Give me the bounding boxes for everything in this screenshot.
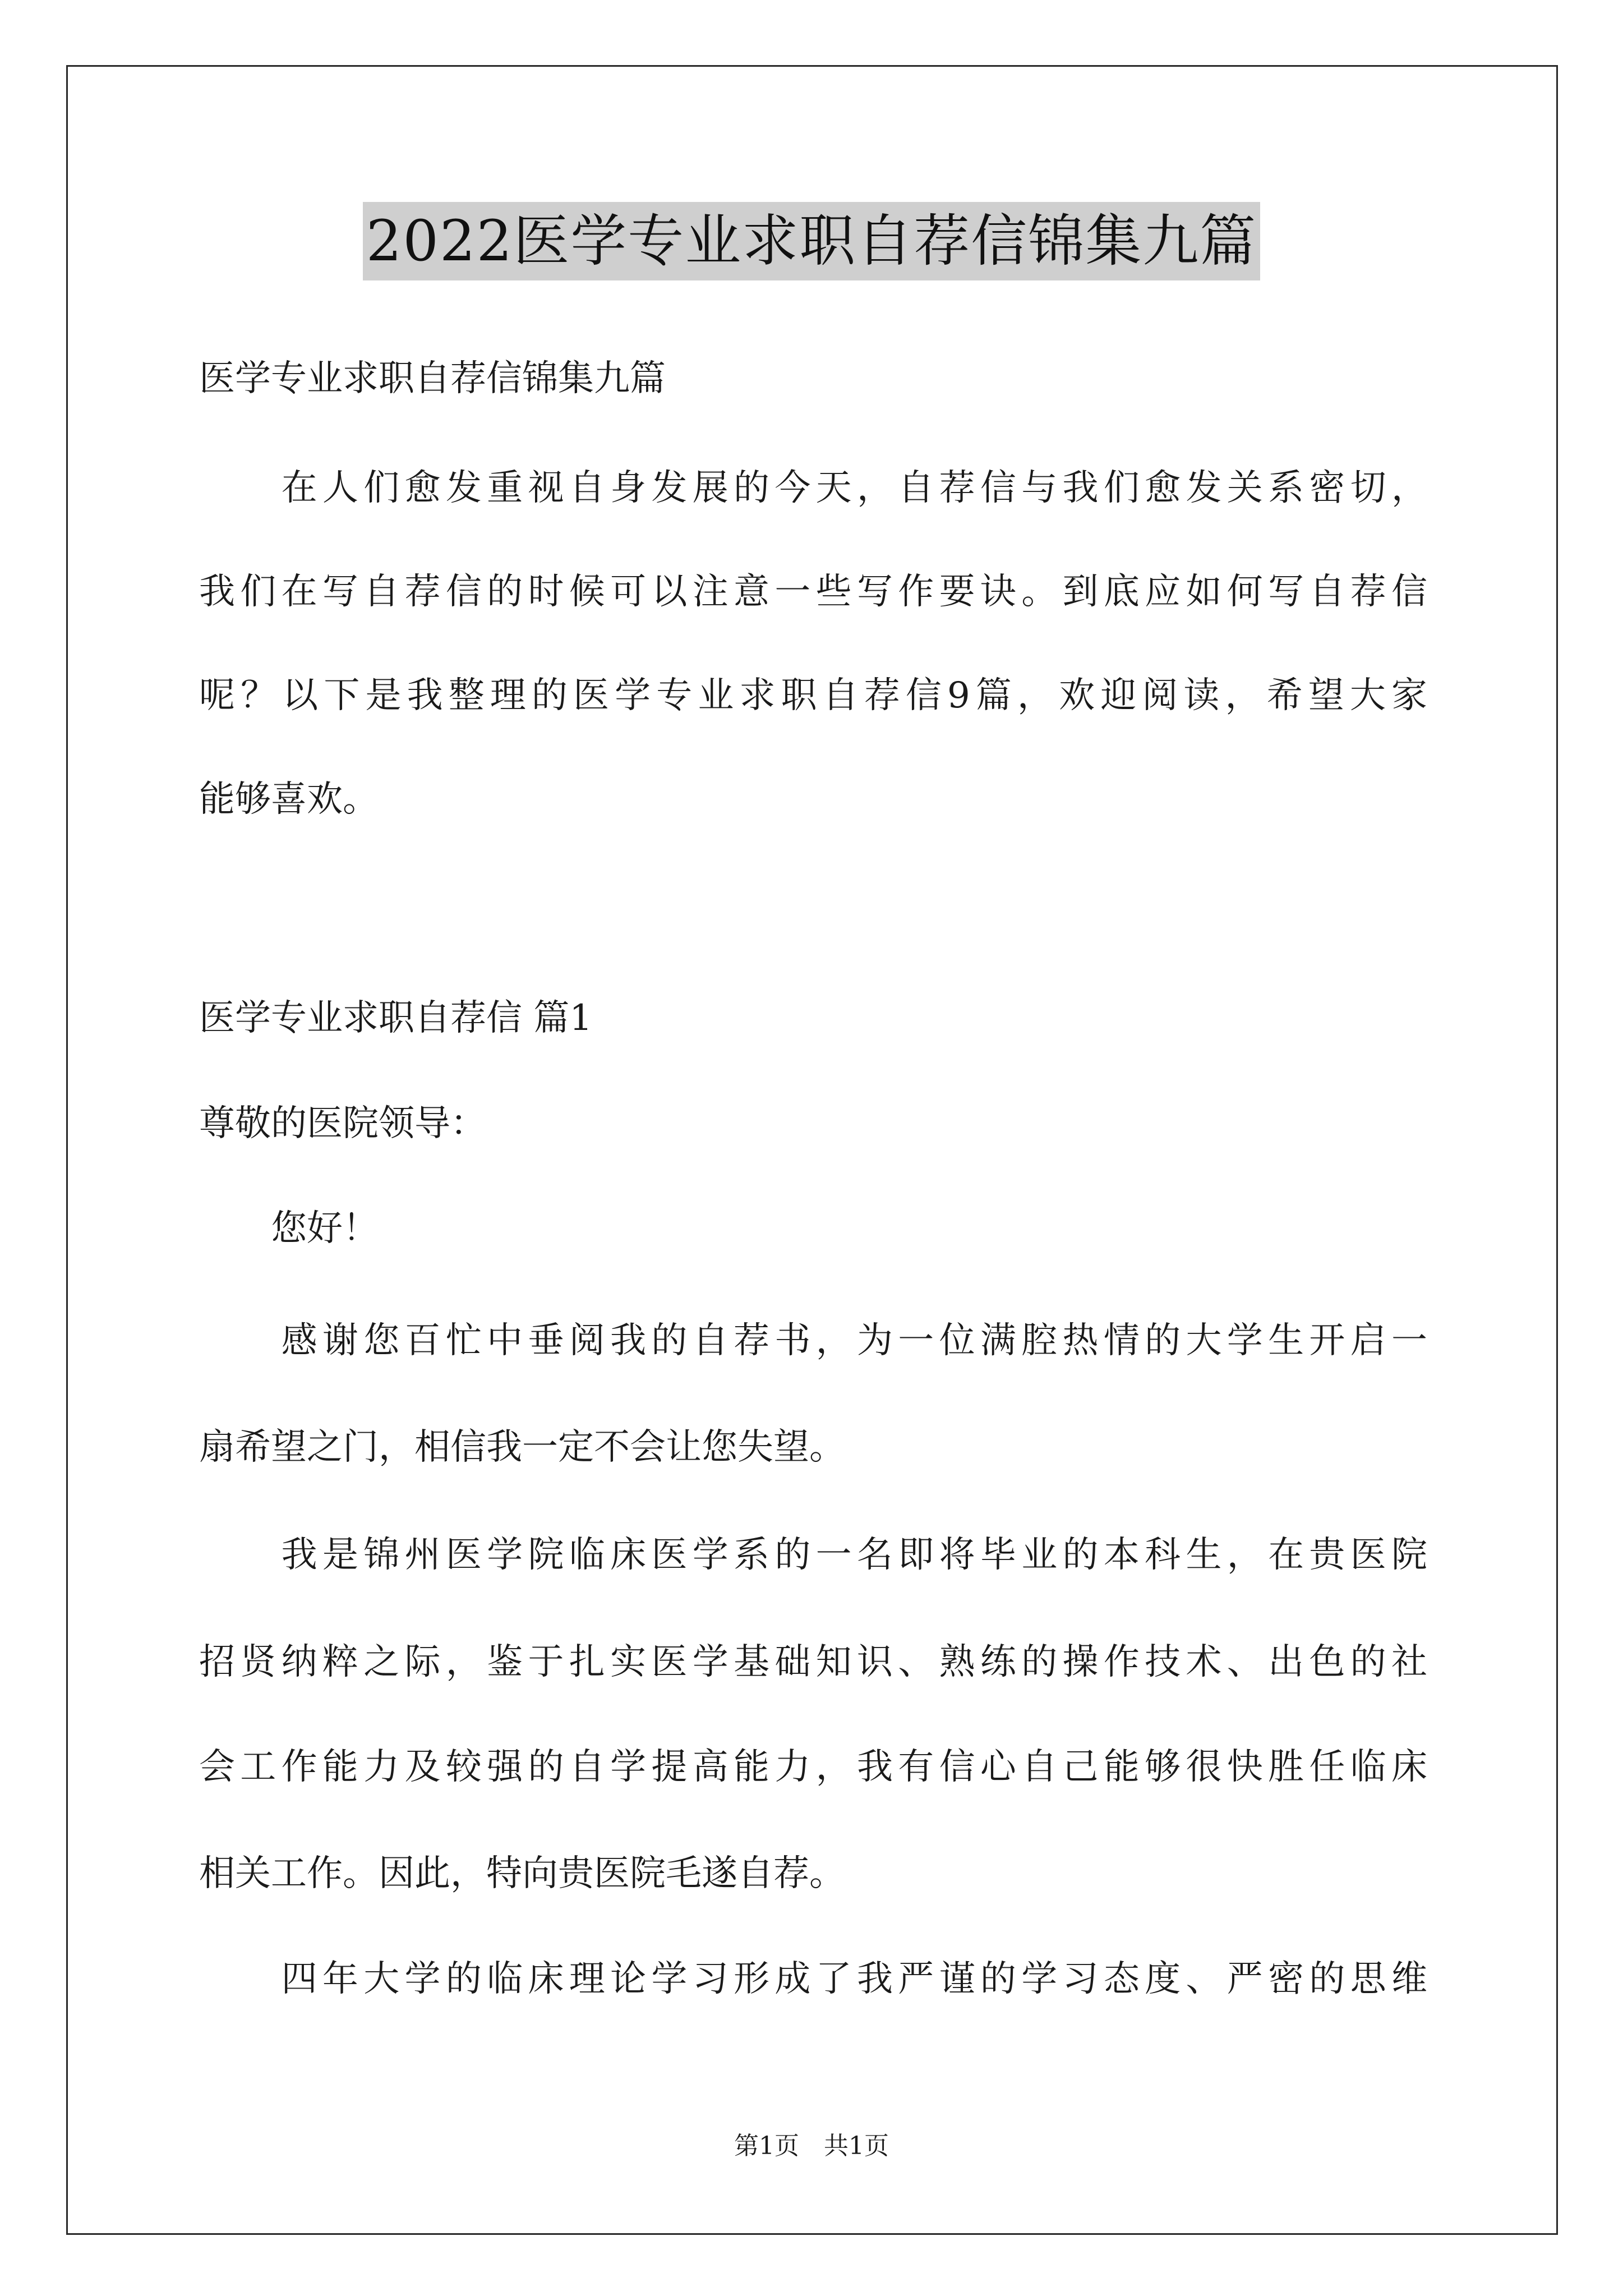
section-heading: 医学专业求职自荐信 篇1	[199, 997, 593, 1039]
body-line: 四年大学的临床理论学习形成了我严谨的学习态度、严密的思维	[199, 1958, 1427, 2000]
body-line: 会工作能力及较强的自学提高能力，我有信心自己能够很快胜任临床	[199, 1746, 1427, 1788]
greeting: 您好！	[199, 1208, 379, 1249]
body-line: 相关工作。因此，特向贵医院毛遂自荐。	[199, 1853, 845, 1894]
body-line: 我们在写自荐信的时候可以注意一些写作要诀。到底应如何写自荐信	[199, 571, 1427, 613]
document-title: 2022医学专业求职自荐信锦集九篇	[363, 202, 1261, 280]
page-number-footer: 第1页 共1页	[734, 2132, 889, 2160]
body-line: 感谢您百忙中垂阅我的自荐书，为一位满腔热情的大学生开启一	[199, 1320, 1427, 1361]
document-title-container	[0, 202, 1623, 280]
salutation: 尊敬的医院领导：	[199, 1103, 486, 1144]
body-line: 呢？以下是我整理的医学专业求职自荐信9篇，欢迎阅读，希望大家	[199, 675, 1427, 716]
body-line: 能够喜欢。	[199, 779, 379, 820]
body-line: 我是锦州医学院临床医学系的一名即将毕业的本科生，在贵医院	[199, 1534, 1427, 1576]
body-line: 在人们愈发重视自身发展的今天，自荐信与我们愈发关系密切，	[199, 467, 1427, 509]
subtitle-line: 医学专业求职自荐信锦集九篇	[199, 358, 666, 399]
body-line: 招贤纳粹之际，鉴于扎实医学基础知识、熟练的操作技术、出色的社	[199, 1641, 1427, 1683]
body-line: 扇希望之门，相信我一定不会让您失望。	[199, 1427, 845, 1468]
